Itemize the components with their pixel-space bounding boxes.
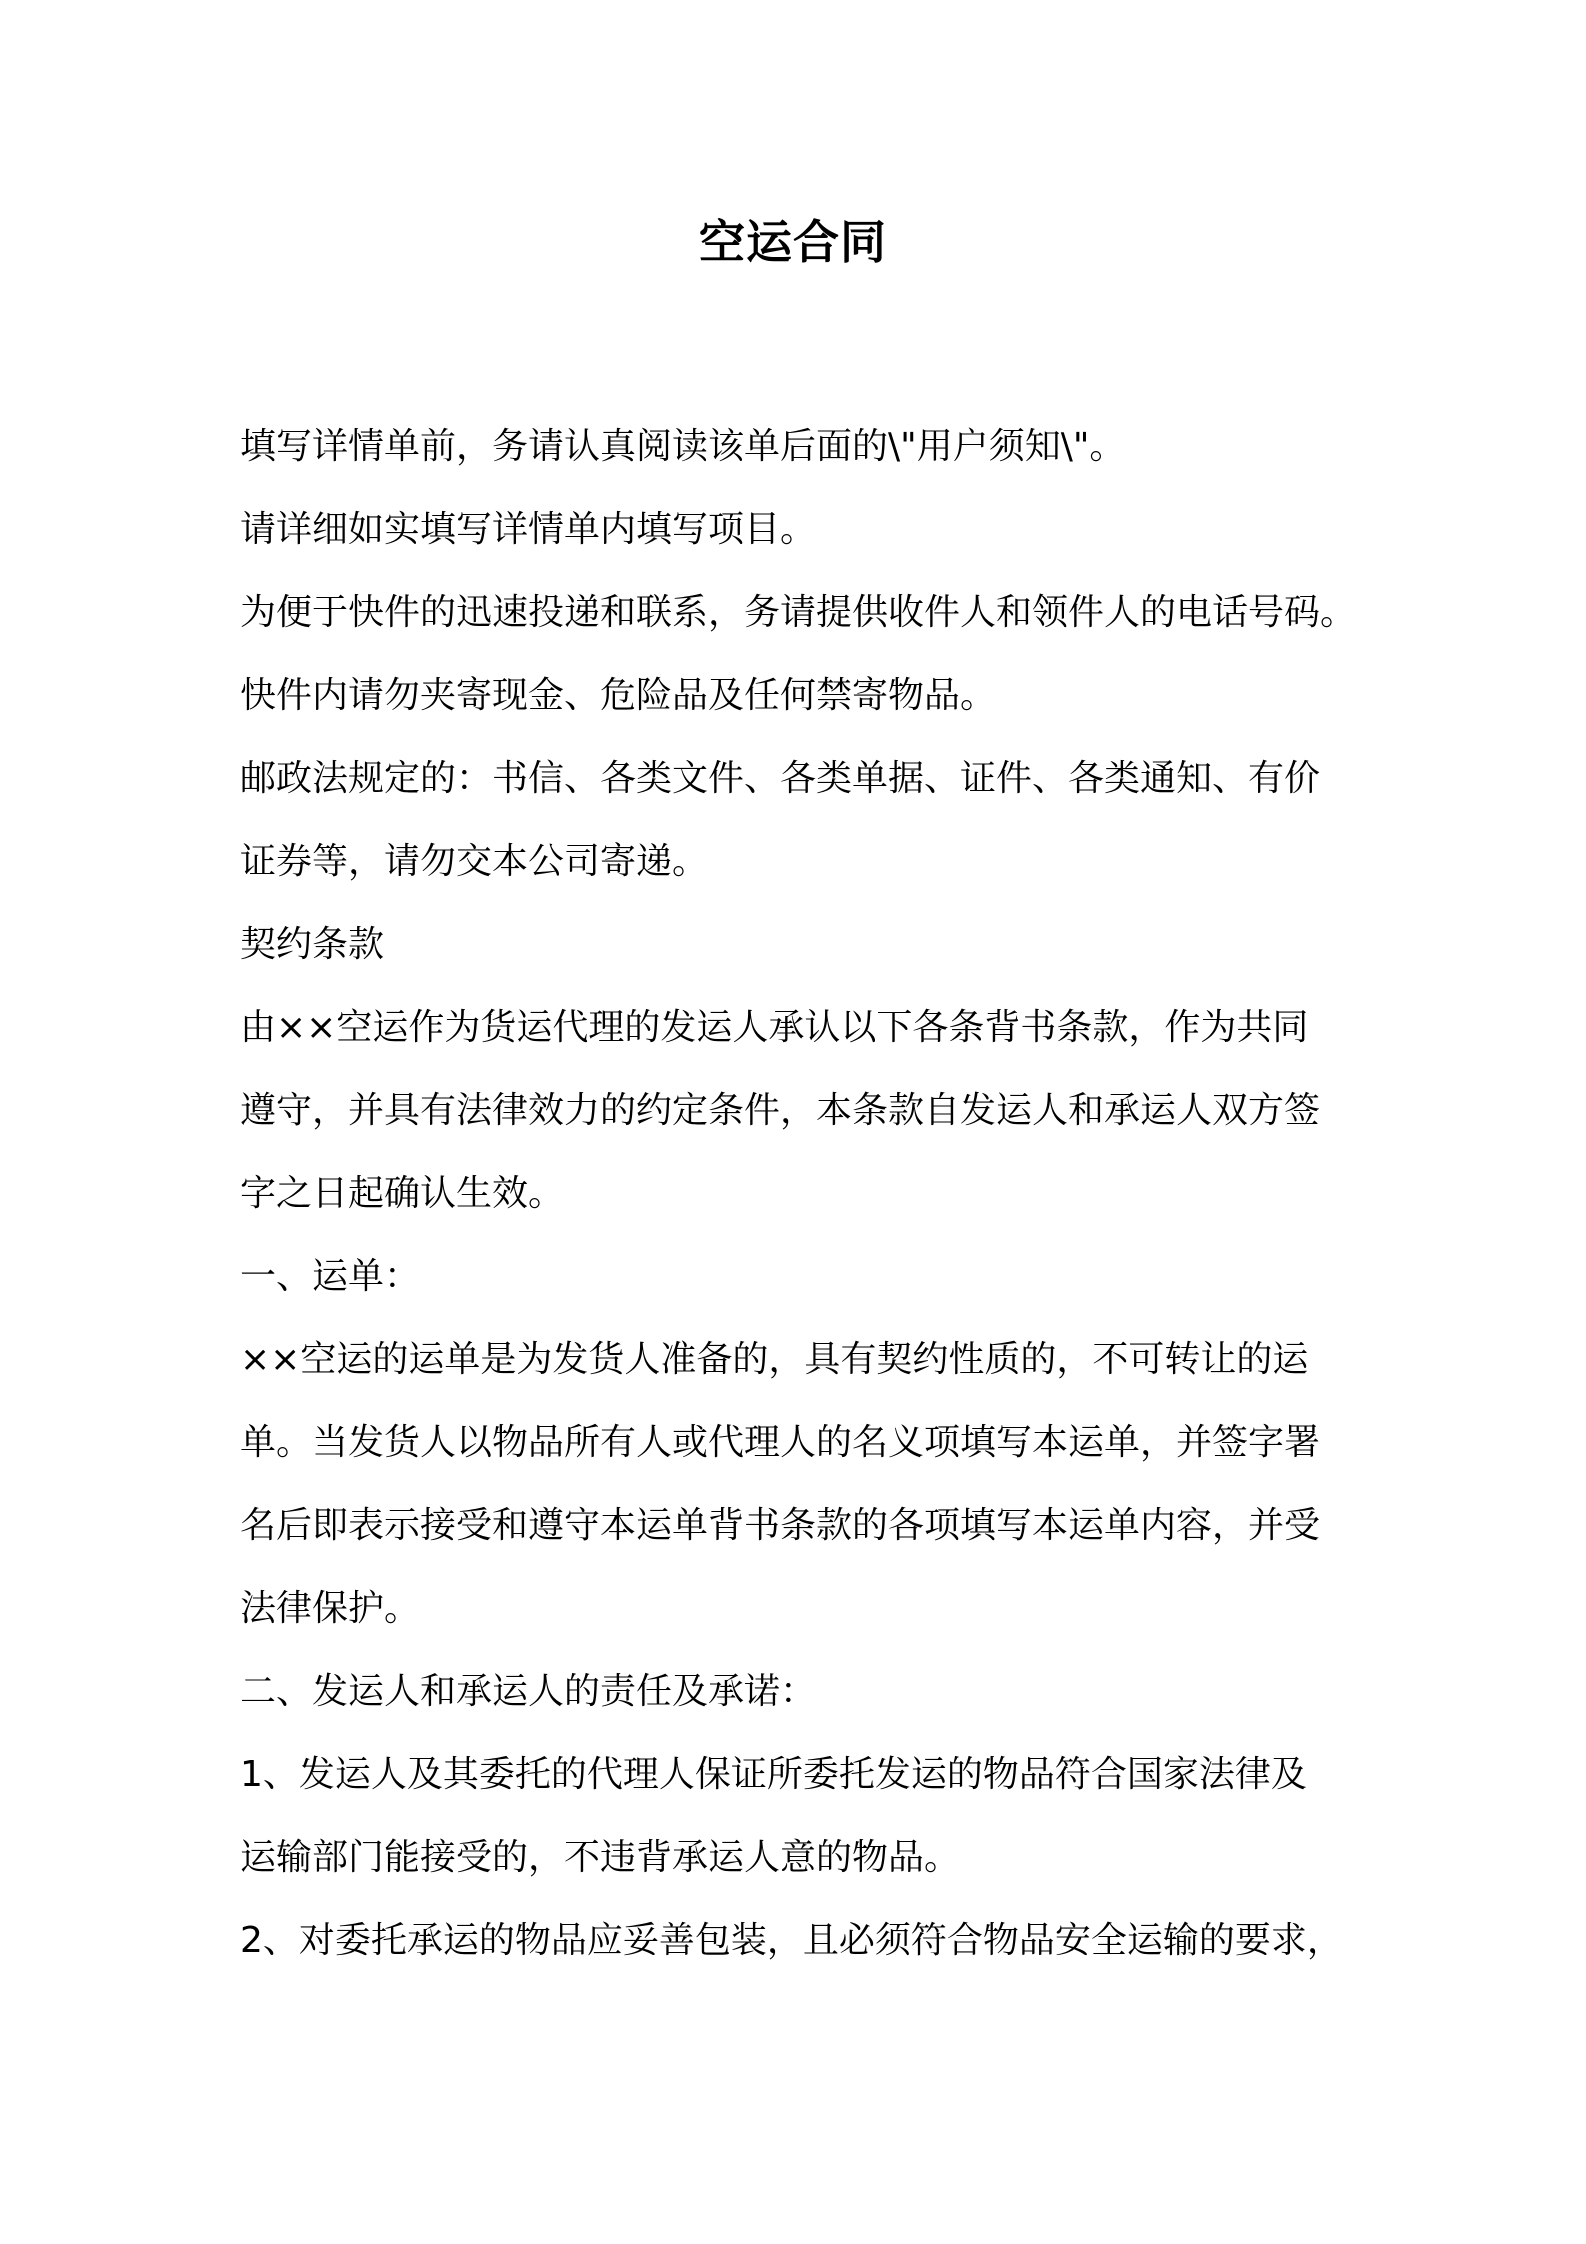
paragraph-line: 名后即表示接受和遵守本运单背书条款的各项填写本运单内容，并受 bbox=[240, 1505, 1321, 1546]
paragraph-line: 字之日起确认生效。 bbox=[240, 1173, 565, 1214]
paragraph-line: 2、对委托承运的物品应妥善包装，且必须符合物品安全运输的要求， bbox=[240, 1920, 1343, 1961]
paragraph-line: 法律保护。 bbox=[240, 1588, 421, 1629]
paragraph-line: 为便于快件的迅速投递和联系，务请提供收件人和领件人的电话号码。 bbox=[240, 592, 1357, 633]
paragraph-line: 快件内请勿夹寄现金、危险品及任何禁寄物品。 bbox=[240, 675, 997, 716]
paragraph-line: 邮政法规定的：书信、各类文件、各类单据、证件、各类通知、有价 bbox=[240, 758, 1321, 799]
paragraph-line: 单。当发货人以物品所有人或代理人的名义项填写本运单，并签字署 bbox=[240, 1422, 1321, 1463]
document-body bbox=[240, 405, 1370, 1982]
document-title: 空运合同 bbox=[699, 215, 887, 269]
section-heading: 二、发运人和承运人的责任及承诺： bbox=[240, 1671, 817, 1712]
paragraph-line: 运输部门能接受的，不违背承运人意的物品。 bbox=[240, 1837, 961, 1878]
paragraph-line: ××空运的运单是为发货人准备的，具有契约性质的，不可转让的运 bbox=[240, 1339, 1309, 1380]
section-heading: 契约条款 bbox=[240, 924, 385, 965]
paragraph-line: 填写详情单前，务请认真阅读该单后面的\"用户须知\"。 bbox=[240, 426, 1126, 467]
paragraph-line: 证券等，请勿交本公司寄递。 bbox=[240, 841, 709, 882]
paragraph-line: 由××空运作为货运代理的发运人承认以下各条背书条款，作为共同 bbox=[240, 1007, 1309, 1048]
section-heading: 一、运单： bbox=[240, 1256, 421, 1297]
paragraph-line: 1、发运人及其委托的代理人保证所委托发运的物品符合国家法律及 bbox=[240, 1754, 1307, 1795]
paragraph-line: 遵守，并具有法律效力的约定条件，本条款自发运人和承运人双方签 bbox=[240, 1090, 1321, 1131]
paragraph-line: 请详细如实填写详情单内填写项目。 bbox=[240, 509, 817, 550]
